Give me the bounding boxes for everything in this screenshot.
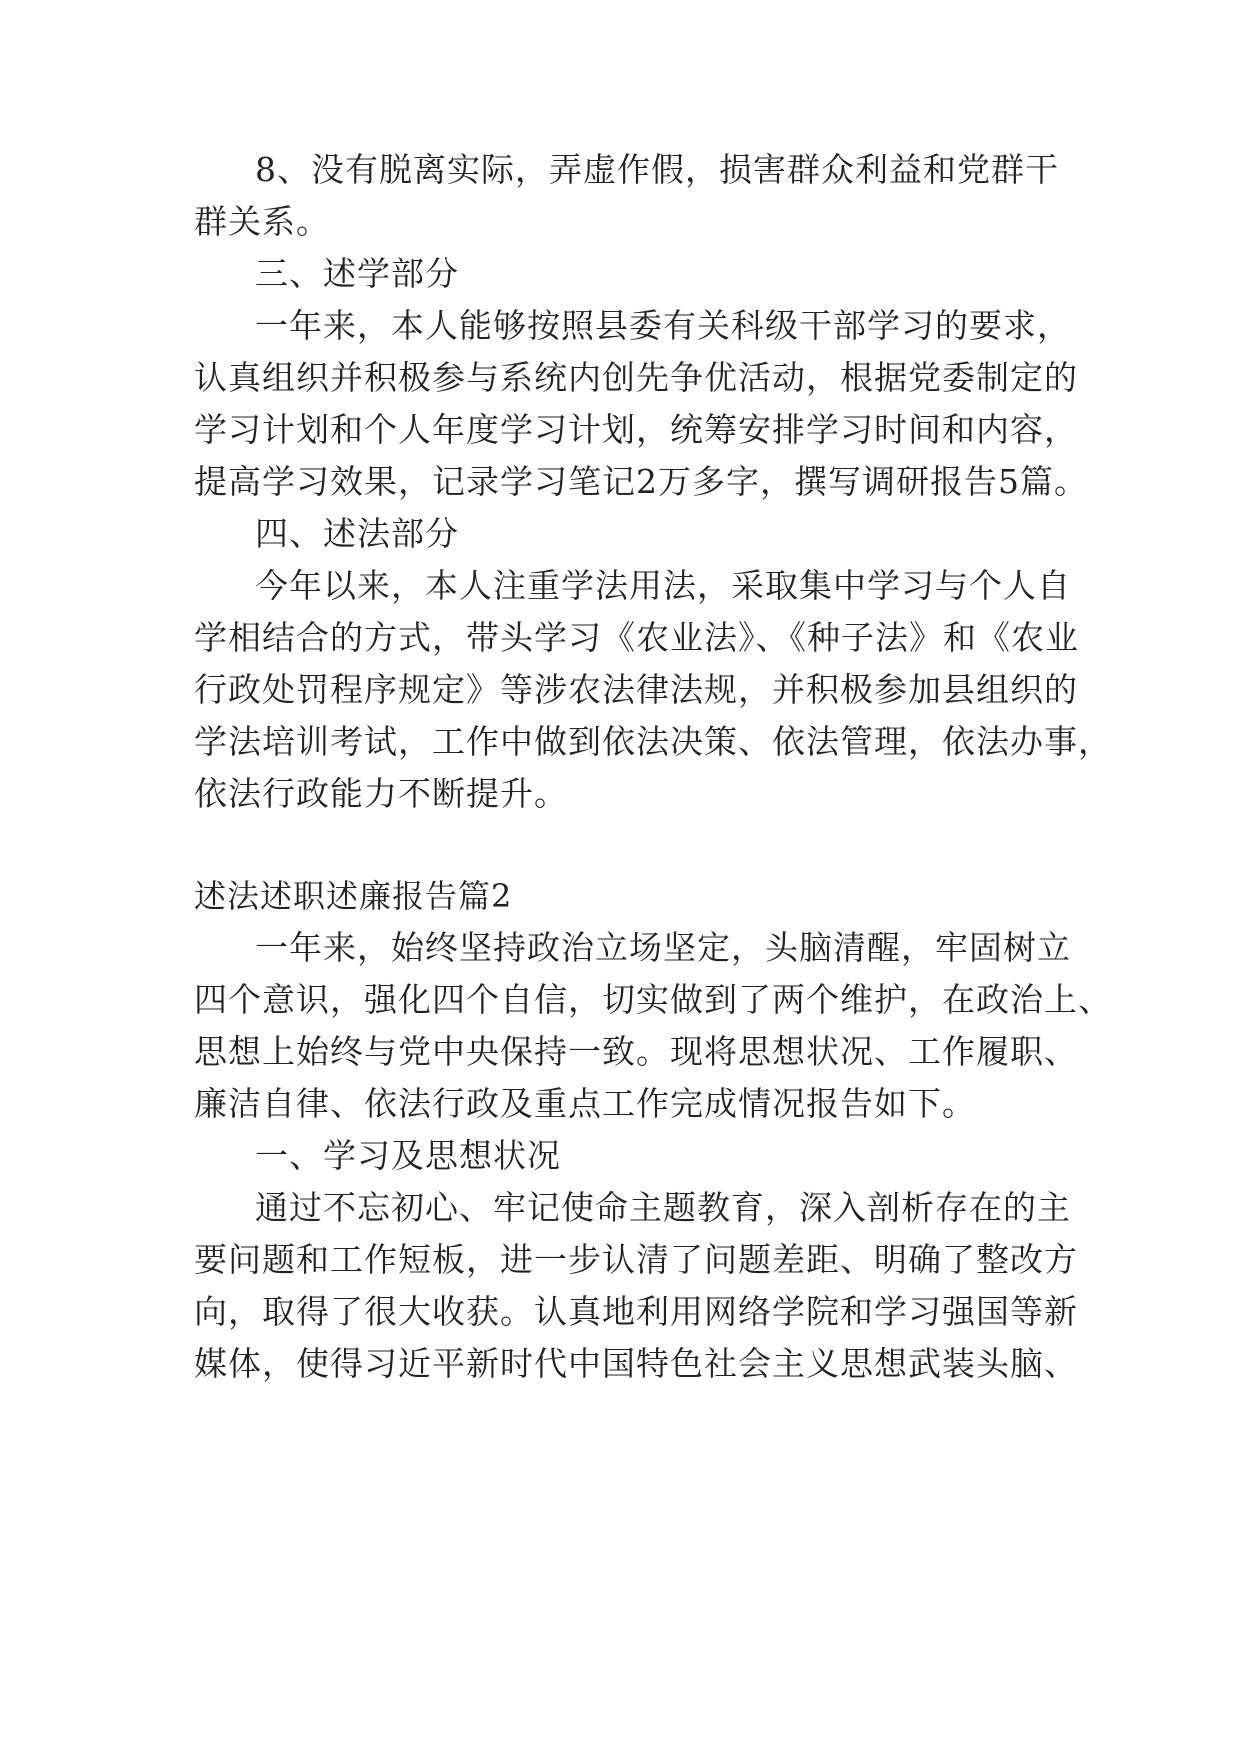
- paragraph-line: 认真组织并积极参与系统内创先争优活动，根据党委制定的: [194, 358, 1078, 397]
- paragraph-line: 思想上始终与党中央保持一致。现将思想状况、工作履职、: [194, 1032, 1078, 1071]
- paragraph-line: 一年来，始终坚持政治立场坚定，头脑清醒，牢固树立: [255, 928, 1071, 967]
- paragraph-line: 通过不忘初心、牢记使命主题教育，深入剖析存在的主: [255, 1188, 1071, 1227]
- paragraph-line: 提高学习效果，记录学习笔记2万多字，撰写调研报告5篇。: [194, 462, 1088, 501]
- paragraph-line: 今年以来，本人注重学法用法，采取集中学习与个人自: [255, 566, 1071, 605]
- section-heading: 一、学习及思想状况: [255, 1136, 561, 1175]
- paragraph-line: 廉洁自律、依法行政及重点工作完成情况报告如下。: [194, 1084, 976, 1123]
- paragraph-line: 依法行政能力不断提升。: [194, 774, 568, 813]
- paragraph-line: 向，取得了很大收获。认真地利用网络学院和学习强国等新: [194, 1292, 1078, 1331]
- report-title: 述法述职述廉报告篇2: [194, 877, 513, 915]
- paragraph-line: 行政处罚程序规定》等涉农法律法规，并积极参加县组织的: [194, 670, 1078, 709]
- section-heading: 三、述学部分: [255, 254, 459, 293]
- paragraph-line: 四个意识，强化四个自信，切实做到了两个维护，在政治上、: [194, 980, 1112, 1019]
- paragraph-line: 8、没有脱离实际，弄虚作假，损害群众利益和党群干: [255, 150, 1059, 189]
- paragraph-line: 群关系。: [194, 202, 330, 241]
- paragraph-line: 媒体，使得习近平新时代中国特色社会主义思想武装头脑、: [194, 1344, 1078, 1383]
- paragraph-line: 学相结合的方式，带头学习《农业法》、《种子法》和《农业: [194, 618, 1079, 657]
- section-heading: 四、述法部分: [255, 514, 459, 553]
- paragraph-line: 学法培训考试，工作中做到依法决策、依法管理，依法办事，: [194, 722, 1112, 761]
- paragraph-line: 要问题和工作短板，进一步认清了问题差距、明确了整改方: [194, 1240, 1078, 1279]
- paragraph-line: 一年来，本人能够按照县委有关科级干部学习的要求，: [255, 306, 1071, 345]
- paragraph-line: 学习计划和个人年度学习计划，统筹安排学习时间和内容，: [194, 410, 1078, 449]
